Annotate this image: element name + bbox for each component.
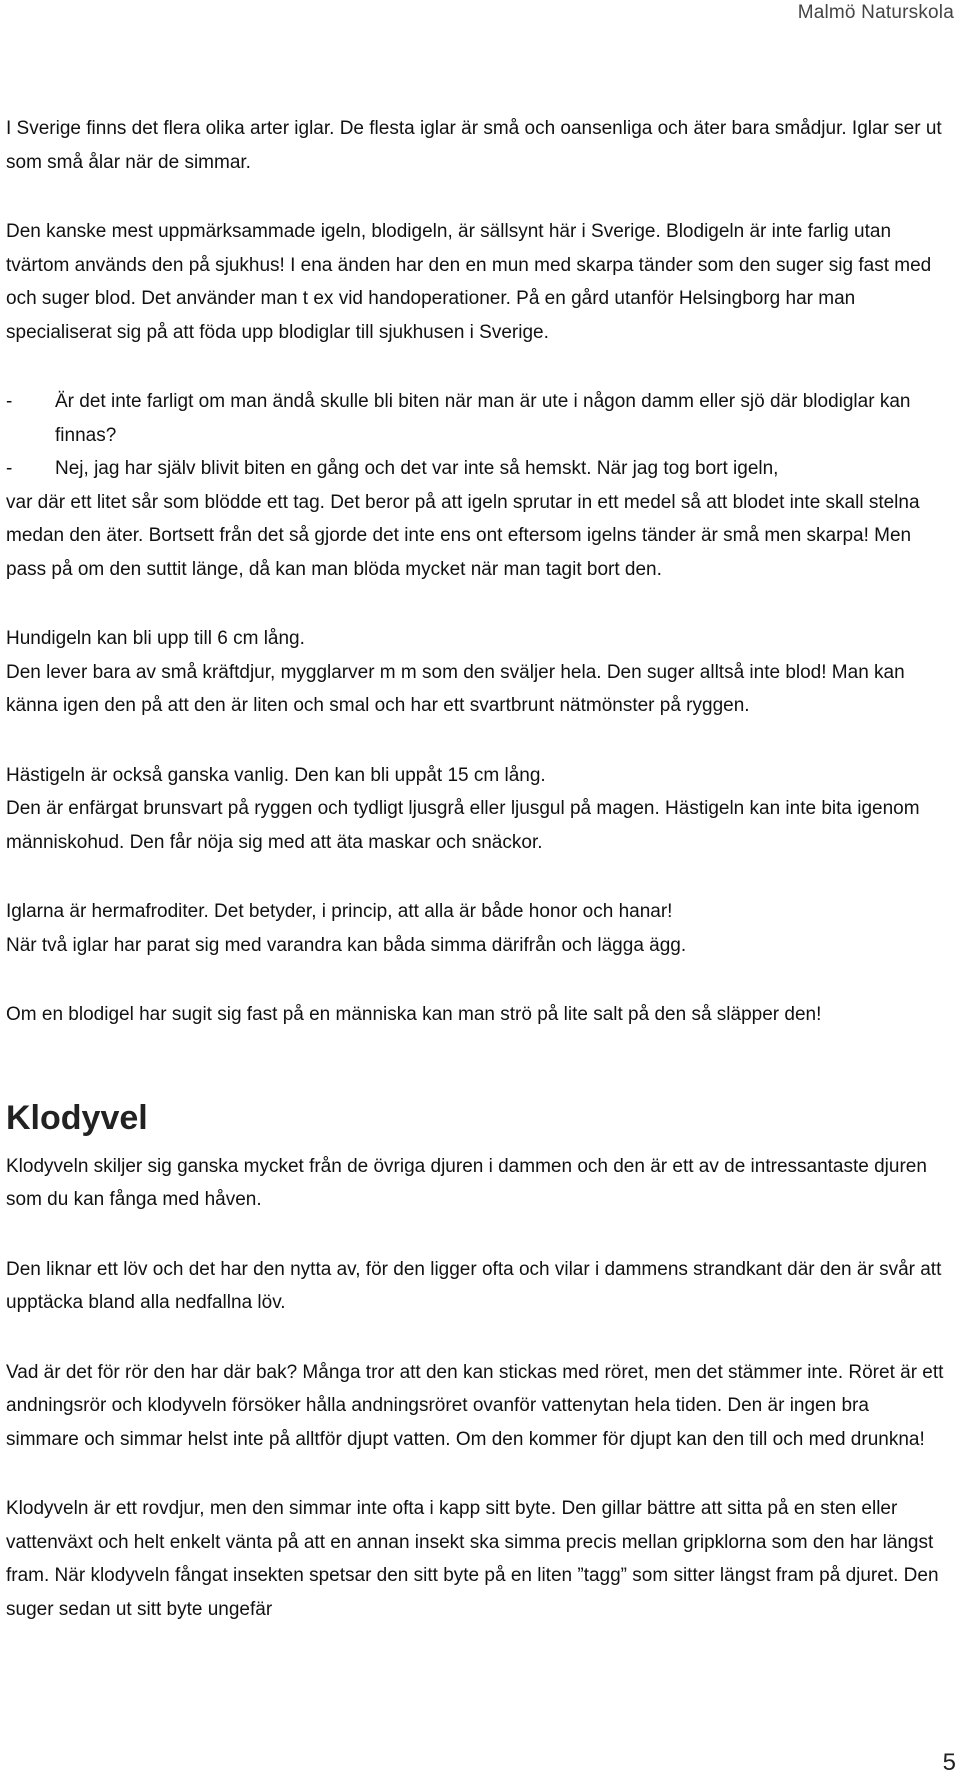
paragraph-spacer bbox=[6, 723, 944, 759]
paragraph-klodyvel-lov: Den liknar ett löv och det har den nytta av, för den ligger ofta och vilar i dammens strandkant där den är svår att upptäcka bland alla nedfallna löv. bbox=[6, 1258, 942, 1313]
section-title-klodyvel: Klodyvel bbox=[6, 1098, 148, 1137]
paragraph-klodyvel-intro: Klodyveln skiljer sig ganska mycket från de övriga djuren i dammen och den är ett av de intressantaste djuren som du kan fånga med håven. bbox=[6, 1155, 927, 1210]
document-body bbox=[6, 112, 944, 1626]
dialog-dash: - bbox=[6, 391, 13, 412]
paragraph-hermafroditer: Iglarna är hermafroditer. Det betyder, i princip, att alla är både honor och hanar! bbox=[6, 901, 673, 922]
page-header-school-name: Malmö Naturskola bbox=[797, 2, 954, 23]
paragraph-salt-tip: Om en blodigel har sugit sig fast på en människa kan man strö på lite salt på den så släpper den! bbox=[6, 1004, 822, 1025]
paragraph-spacer bbox=[6, 1320, 944, 1356]
paragraph-spacer bbox=[6, 962, 944, 998]
paragraph-hastigel-length: Hästigeln är också ganska vanlig. Den kan bli uppåt 15 cm lång. bbox=[6, 764, 546, 786]
dialog-answer bbox=[6, 452, 944, 486]
dialog-question-text: Är det inte farligt om man ändå skulle bli biten när man är ute i någon damm eller sjö där blodiglar kan finnas? bbox=[55, 391, 911, 446]
paragraph-parning: När två iglar har parat sig med varandra kan båda simma därifrån och lägga ägg. bbox=[6, 934, 687, 956]
paragraph-blodigel: Den kanske mest uppmärksammade igeln, blodigeln, är sällsynt här i Sverige. Blodigeln är inte farlig utan tvärtom används den på sjukhus! I ena änden har den en mun med skarpa tänder som den suger sig fast med och suger blod. Det använder man t ex vid handoperationer. På en gård utanför Helsingborg har man specialiserat sig på att föda upp blodiglar till sjukhusen i Sverige. bbox=[6, 221, 932, 343]
dialog-question bbox=[6, 385, 944, 452]
paragraph-hastigel-description: Den är enfärgat brunsvart på ryggen och tydligt ljusgrå eller ljusgul på magen. Hästigeln kan inte bita igenom människohud. Den får nöja sig med att äta maskar och snäckor. bbox=[6, 798, 920, 853]
paragraph-klodyvel-rovdjur: Klodyveln är ett rovdjur, men den simmar inte ofta i kapp sitt byte. Den gillar bättre att sitta på en sten eller vattenväxt och helt enkelt vänta på att en annan insekt ska simma precis mellan gripklorna som den har längst fram. När klodyveln fångat insekten spetsar den sitt byte på en liten ”tagg” som sitter längst fram på djuret. Den suger sedan ut sitt byte ungefär bbox=[6, 1498, 939, 1620]
paragraph-spacer bbox=[6, 1217, 944, 1253]
paragraph-hundigel-length: Hundigeln kan bli upp till 6 cm lång. bbox=[6, 628, 305, 649]
paragraph-spacer bbox=[6, 179, 944, 215]
paragraph-hundigel-description: Den lever bara av små kräftdjur, mygglarver m m som den sväljer hela. Den suger alltså inte blod! Man kan känna igen den på att den är liten och smal och har ett svartbrunt nätmönster på ryggen. bbox=[6, 661, 905, 716]
section-spacer bbox=[6, 1032, 944, 1098]
dialog-dash: - bbox=[6, 458, 13, 479]
paragraph-spacer bbox=[6, 586, 944, 622]
paragraph-spacer bbox=[6, 859, 944, 895]
page-number: 5 bbox=[942, 1749, 956, 1776]
paragraph-iglar-intro: I Sverige finns det flera olika arter iglar. De flesta iglar är små och oansenliga och äter bara smådjur. Iglar ser ut som små ålar när de simmar. bbox=[6, 118, 942, 173]
paragraph-spacer bbox=[6, 349, 944, 385]
paragraph-klodyvel-andningsror: Vad är det för rör den har där bak? Många tror att den kan stickas med röret, men det stämmer inte. Röret är ett andningsrör och klodyveln försöker hålla andningsröret ovanför vattenytan hela tiden. Den är ingen bra simmare och simmar helst inte på alltför djupt vatten. Om den kommer för djupt kan den till och med drunkna! bbox=[6, 1361, 944, 1450]
dialog-answer-first-line: Nej, jag har själv blivit biten en gång och det var inte så hemskt. När jag tog bort igeln, bbox=[55, 458, 779, 479]
paragraph-spacer bbox=[6, 1456, 944, 1492]
section-spacer bbox=[6, 1138, 944, 1150]
dialog-answer-continuation: var där ett litet sår som blödde ett tag. Det beror på att igeln sprutar in ett medel så att blodet inte skall stelna medan den äter. Bortsett från det så gjorde det inte ens ont eftersom igelns tänder är små men skarpa! Men pass på om den suttit länge, då kan man blöda mycket när man tagit bort den. bbox=[6, 491, 920, 580]
